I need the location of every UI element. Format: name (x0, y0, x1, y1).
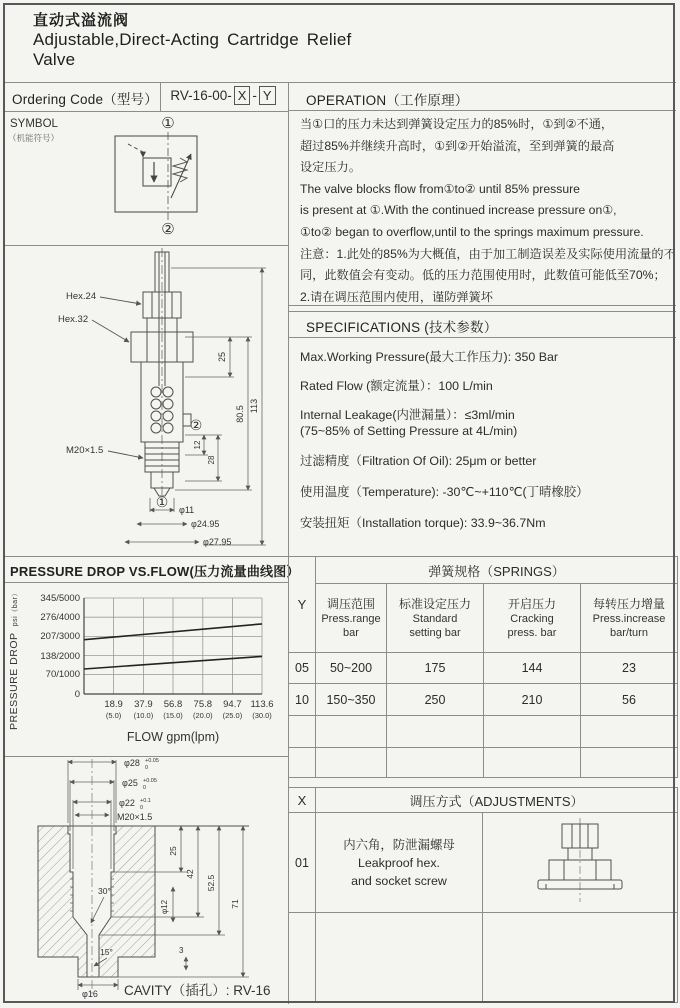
symbol-sublabel: （机能符号） (8, 133, 60, 143)
spec-item: Rated Flow (额定流量）：100 L/min (300, 379, 493, 393)
adjustment-code: 01 (289, 813, 316, 913)
operation-line: ①to② began to overflow,until to the springs maximum pressure. (300, 224, 644, 239)
adjustments-title: 调压方式（ADJUSTMENTS） (316, 788, 678, 813)
ordering-code-label: Ordering Code（型号） (12, 92, 158, 107)
springs-table (288, 556, 678, 778)
valve-thread-label: M20×1.5 (66, 445, 104, 456)
valve-section-drawing (4, 246, 288, 555)
specifications-title: SPECIFICATIONS (技术参数） (306, 320, 498, 335)
cavity-dia-22-tol-bot: 0 (140, 805, 144, 811)
valve-dim-28: 28 (207, 455, 216, 465)
ordering-code-value (160, 86, 288, 105)
table-row-empty (289, 913, 678, 1003)
cavity-depth-25: 25 (168, 846, 178, 856)
chart-xlabel: FLOW gpm(lpm) (126, 730, 220, 744)
operation-line: 当①口的压力未达到弹簧设定压力的85%时，①到②不通， (300, 117, 614, 131)
cavity-dia-28-tol-bot: 0 (145, 765, 149, 771)
y-tick: 207/3000 (40, 631, 80, 642)
operation-line: 注意：1.此处的85%为大概值，由于加工制造误差及实际使用流量的不 (300, 246, 676, 261)
y-tick: 138/2000 (40, 651, 80, 662)
springs-title: 弹簧规格（SPRINGS） (316, 557, 678, 584)
operation-line: 超过85%并继续升高时，①到②开始溢流，至到弹簧的最高 (300, 138, 615, 153)
cavity-dia-22-tol-top: +0.1 (140, 798, 151, 804)
table-row-empty (289, 716, 678, 748)
cavity-angle-30: 30° (98, 886, 111, 896)
cavity-dim-3: 3 (179, 946, 184, 955)
y-tick: 0 (74, 689, 80, 700)
spring-standard: 175 (387, 653, 484, 684)
symbol-port1-label: ① (161, 115, 175, 132)
symbol-label: SYMBOL (10, 118, 58, 130)
pressure-flow-chart (4, 582, 288, 755)
spring-standard: 250 (387, 684, 484, 716)
spring-increase: 56 (581, 684, 678, 716)
valve-dia-11: φ11 (179, 505, 195, 515)
operation-title: OPERATION（工作原理） (306, 93, 469, 108)
cavity-dia-16: φ16 (82, 989, 98, 999)
ordering-code-dash: - (252, 88, 257, 103)
symbol-port2-label: ② (161, 221, 175, 238)
cavity-dia-25-tol-top: +0.05 (143, 778, 157, 784)
table-row (289, 813, 678, 913)
ordering-code-x-box: X (234, 86, 251, 105)
adjustment-screw-cell (483, 813, 678, 913)
adjustments-table (288, 787, 678, 1003)
springs-col-header: 标准设定压力 Standard setting bar (387, 584, 484, 653)
cavity-dia-28-tol-top: +0.05 (145, 758, 159, 764)
specifications-list (300, 350, 672, 531)
spring-code: 10 (289, 684, 316, 716)
operation-text (300, 114, 676, 308)
cavity-dia-12: φ12 (160, 899, 169, 915)
operation-line: 同，此数值会有变动。低的压力范围使用时，此数值可能低至70%； (300, 268, 666, 283)
spec-item: (75~85% of Setting Pressure at 4L/min) (300, 424, 518, 438)
spring-range: 150~350 (316, 684, 387, 716)
cavity-depth-42: 42 (185, 869, 195, 879)
x-subtick: (10.0) (133, 711, 154, 720)
x-tick: 75.8 (193, 699, 213, 710)
svg-text:PRESSURE DROP psi（bar） (8, 589, 20, 730)
cavity-dia-28: φ28 (124, 758, 140, 768)
page-title-zh: 直动式溢流阀 (33, 12, 130, 29)
cavity-dia-25: φ25 (122, 778, 138, 788)
spring-range: 50~200 (316, 653, 387, 684)
y-tick: 276/4000 (40, 612, 80, 623)
valve-dim-113: 113 (249, 398, 259, 414)
valve-port2-label: ② (189, 417, 203, 433)
x-tick: 37.9 (134, 699, 153, 710)
springs-col-header: 每转压力增量 Press.increase bar/turn (581, 584, 678, 653)
x-tick: 56.8 (163, 699, 183, 710)
spring-increase: 23 (581, 653, 678, 684)
title-block (33, 9, 633, 70)
divider (288, 311, 676, 312)
divider (288, 337, 676, 338)
spring-code: 05 (289, 653, 316, 684)
operation-line: 设定压力。 (300, 160, 361, 175)
cavity-dia-22: φ22 (119, 798, 135, 808)
valve-dia-27-95: φ27.95 (203, 537, 232, 547)
spec-item: 安装扭矩（Installation torque): 33.9~36.7Nm (300, 516, 546, 530)
y-tick: 345/5000 (40, 593, 80, 604)
springs-col-header: 调压范围 Press.range bar (316, 584, 387, 653)
cavity-caption: CAVITY（插孔）: RV-16 (124, 983, 271, 998)
table-row (289, 684, 678, 716)
x-subtick: (15.0) (163, 711, 183, 720)
divider (288, 110, 676, 111)
spec-item: Internal Leakage(内泄漏量）：≤3ml/min (300, 408, 515, 422)
springs-y-header: Y (289, 557, 316, 653)
x-tick: 18.9 (104, 699, 123, 710)
ordering-code-prefix: RV-16-00- (170, 88, 232, 103)
operation-line: The valve blocks flow from①to② until 85% pressure (300, 181, 580, 196)
valve-dim-12: 12 (193, 440, 202, 450)
springs-col-header: 开启压力 Cracking press. bar (484, 584, 581, 653)
ordering-code-y-box: Y (259, 86, 276, 105)
table-row-empty (289, 748, 678, 778)
adjustments-x-header: X (289, 788, 316, 813)
cavity-dia-25-tol-bot: 0 (143, 785, 147, 791)
x-tick: 94.7 (223, 699, 242, 710)
chart-header: PRESSURE DROP VS.FLOW(压力流量曲线图） (10, 564, 300, 579)
operation-line: is present at ①.With the continued increase pressure on①, (300, 203, 617, 218)
valve-dia-24-95: φ24.95 (191, 519, 220, 529)
spec-item: 过滤精度（Filtration Of Oil): 25μm or better (300, 454, 537, 468)
cavity-thread-label: M20×1.5 (117, 812, 153, 822)
spec-item: 使用温度（Temperature): -30℃~+110℃(丁晴橡胶） (300, 485, 589, 499)
valve-hex32-label: Hex.32 (58, 314, 89, 325)
table-row (289, 653, 678, 684)
x-subtick: (20.0) (193, 711, 213, 720)
adjustment-screw-drawing (502, 814, 658, 906)
cavity-depth-52-5: 52.5 (206, 874, 216, 892)
chart-ylabel-unit: psi（bar） (12, 589, 19, 627)
chart-ylabel: PRESSURE DROP (8, 632, 20, 730)
page-title-en-line2: Valve (33, 50, 76, 69)
x-tick: 113.6 (250, 699, 274, 710)
divider (4, 82, 676, 83)
valve-dim-25: 25 (217, 351, 227, 363)
x-subtick: (25.0) (222, 711, 243, 720)
page-title-en-line1: Adjustable,Direct-Acting Cartridge Relief (33, 30, 352, 49)
valve-dim-80-5: 80.5 (235, 405, 245, 423)
valve-hex24-label: Hex.24 (66, 291, 97, 302)
spring-cracking: 210 (484, 684, 581, 716)
adjustment-description: 内六角，防泄漏螺母 Leakproof hex. and socket screw (316, 813, 483, 913)
cavity-depth-71: 71 (230, 899, 240, 909)
x-subtick: (5.0) (105, 711, 122, 720)
spring-cracking: 144 (484, 653, 581, 684)
hydraulic-symbol-drawing (4, 112, 288, 245)
cavity-drawing (4, 757, 288, 1003)
operation-line: 2.请在调压范围内使用，谨防弹簧坏 (300, 289, 493, 304)
valve-port1-label: ① (155, 494, 169, 510)
x-subtick: (30.0) (252, 711, 272, 720)
divider (4, 556, 288, 557)
spec-item: Max.Working Pressure(最大工作压力): 350 Bar (300, 350, 558, 364)
y-tick: 70/1000 (45, 669, 80, 680)
cavity-angle-15: 15° (100, 947, 113, 957)
